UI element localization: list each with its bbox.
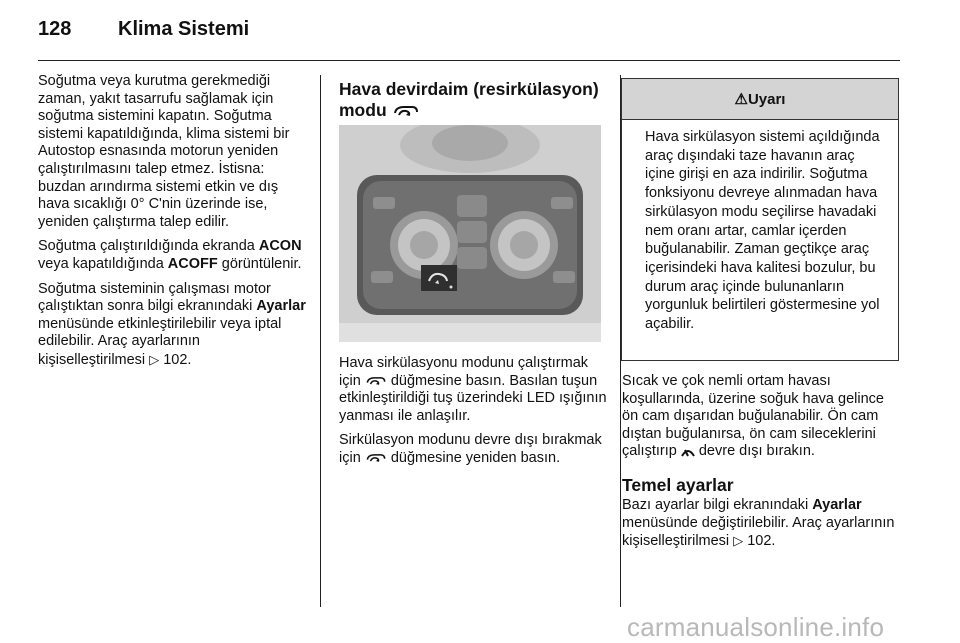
warning-text: Hava sirkülasyon sistemi açıldığında araç dışındaki taze havanın araç içine girişi en aza indirilir. Soğutma fonksiyonu devreye alınmadan hava sirkülasyon modu seçilirse havadaki nem oranı artar, camlar içerden buğulanabilir. Zaman geçtikçe araç içerisindeki hava kalitesi bozulur, bu durum araç içinde bulunanların yorgunluk belirtileri göstermesine yol açabilir.	[645, 129, 880, 333]
settings-menu-label: Ayarlar	[256, 298, 306, 315]
warning-header	[622, 79, 898, 120]
windshield-wiper-icon	[681, 446, 695, 458]
left-column	[38, 73, 306, 377]
subheading-basic-settings: Temel ayarlar	[622, 474, 734, 495]
recirculation-icon	[365, 452, 387, 464]
recirculation-icon	[365, 375, 387, 387]
page-title: Klima Sistemi	[118, 18, 250, 40]
left-paragraph-1: Soğutma veya kurutma gerekmediği zaman, yakıt tasarrufu sağlamak için soğutma sistemini kapatın. Soğutma sistemi kapatıldığında, klima sistemi bir Autostop esnasında motorun yeniden çalıştırılmasını talep etmez. İstisna: buzdan arındırma sistemi etkin ve dış hava sıcaklığı 0° C'nin üzerinde ise, yeniden çalıştırma talep edilir.	[38, 73, 290, 230]
left-paragraph-3: Soğutma sisteminin çalışması motor çalıştıktan sonra bilgi ekranındaki Ayarlar menüsünde etkinleştirilebilir veya iptal edilebilir. Araç ayarlarının kişiselleştirilmesi ▷ 102.	[38, 280, 306, 368]
middle-text	[339, 355, 609, 475]
column-divider-left	[320, 75, 321, 607]
climate-control-panel-photo	[339, 125, 601, 342]
page-reference[interactable]: 102.	[743, 533, 776, 550]
middle-paragraph-1: Hava sirkülasyonu modunu çalıştırmak için düğmesine basın. Basılan tuşun etkinleştirildiği tuş üzerindeki LED ışığının yanması ile anlaşılır.	[339, 355, 607, 424]
left-paragraph-2: Soğutma çalıştırıldığında ekranda ACON veya kapatıldığında ACOFF görüntülenir.	[38, 238, 302, 272]
acon-label: ACON	[258, 238, 302, 255]
acoff-label: ACOFF	[167, 255, 218, 272]
page-reference-icon: ▷	[733, 533, 744, 549]
settings-menu-label: Ayarlar	[812, 496, 862, 513]
warning-box	[621, 78, 899, 361]
watermark: carmanualsonline.info	[627, 612, 885, 642]
recirculation-icon	[392, 104, 420, 118]
right-text	[622, 373, 904, 558]
page-number: 128	[38, 18, 72, 40]
warning-icon: ⚠	[734, 91, 748, 108]
right-paragraph-1: Sıcak ve çok nemli ortam havası koşullarında, üzerine soğuk hava gelince ön cam dışarıdan buğulanabilir. Ön cam dıştan buğulanırsa, ön cam sileceklerini çalıştırıp devre dışı bırakın.	[622, 373, 884, 460]
page-reference-icon: ▷	[149, 351, 160, 367]
right-paragraph-2: Bazı ayarlar bilgi ekranındaki Ayarlar menüsünde değiştirilebilir. Araç ayarlarının kişiselleştirilmesi ▷ 102.	[622, 496, 895, 550]
middle-paragraph-2: Sirkülasyon modunu devre dışı bırakmak için düğmesine yeniden basın.	[339, 432, 602, 466]
warning-title: Uyarı	[747, 90, 786, 108]
section-heading-recirculation: Hava devirdaim (resirkülasyon) modu	[339, 79, 599, 120]
header-rule	[38, 60, 900, 61]
page-reference[interactable]: 102.	[159, 351, 192, 368]
